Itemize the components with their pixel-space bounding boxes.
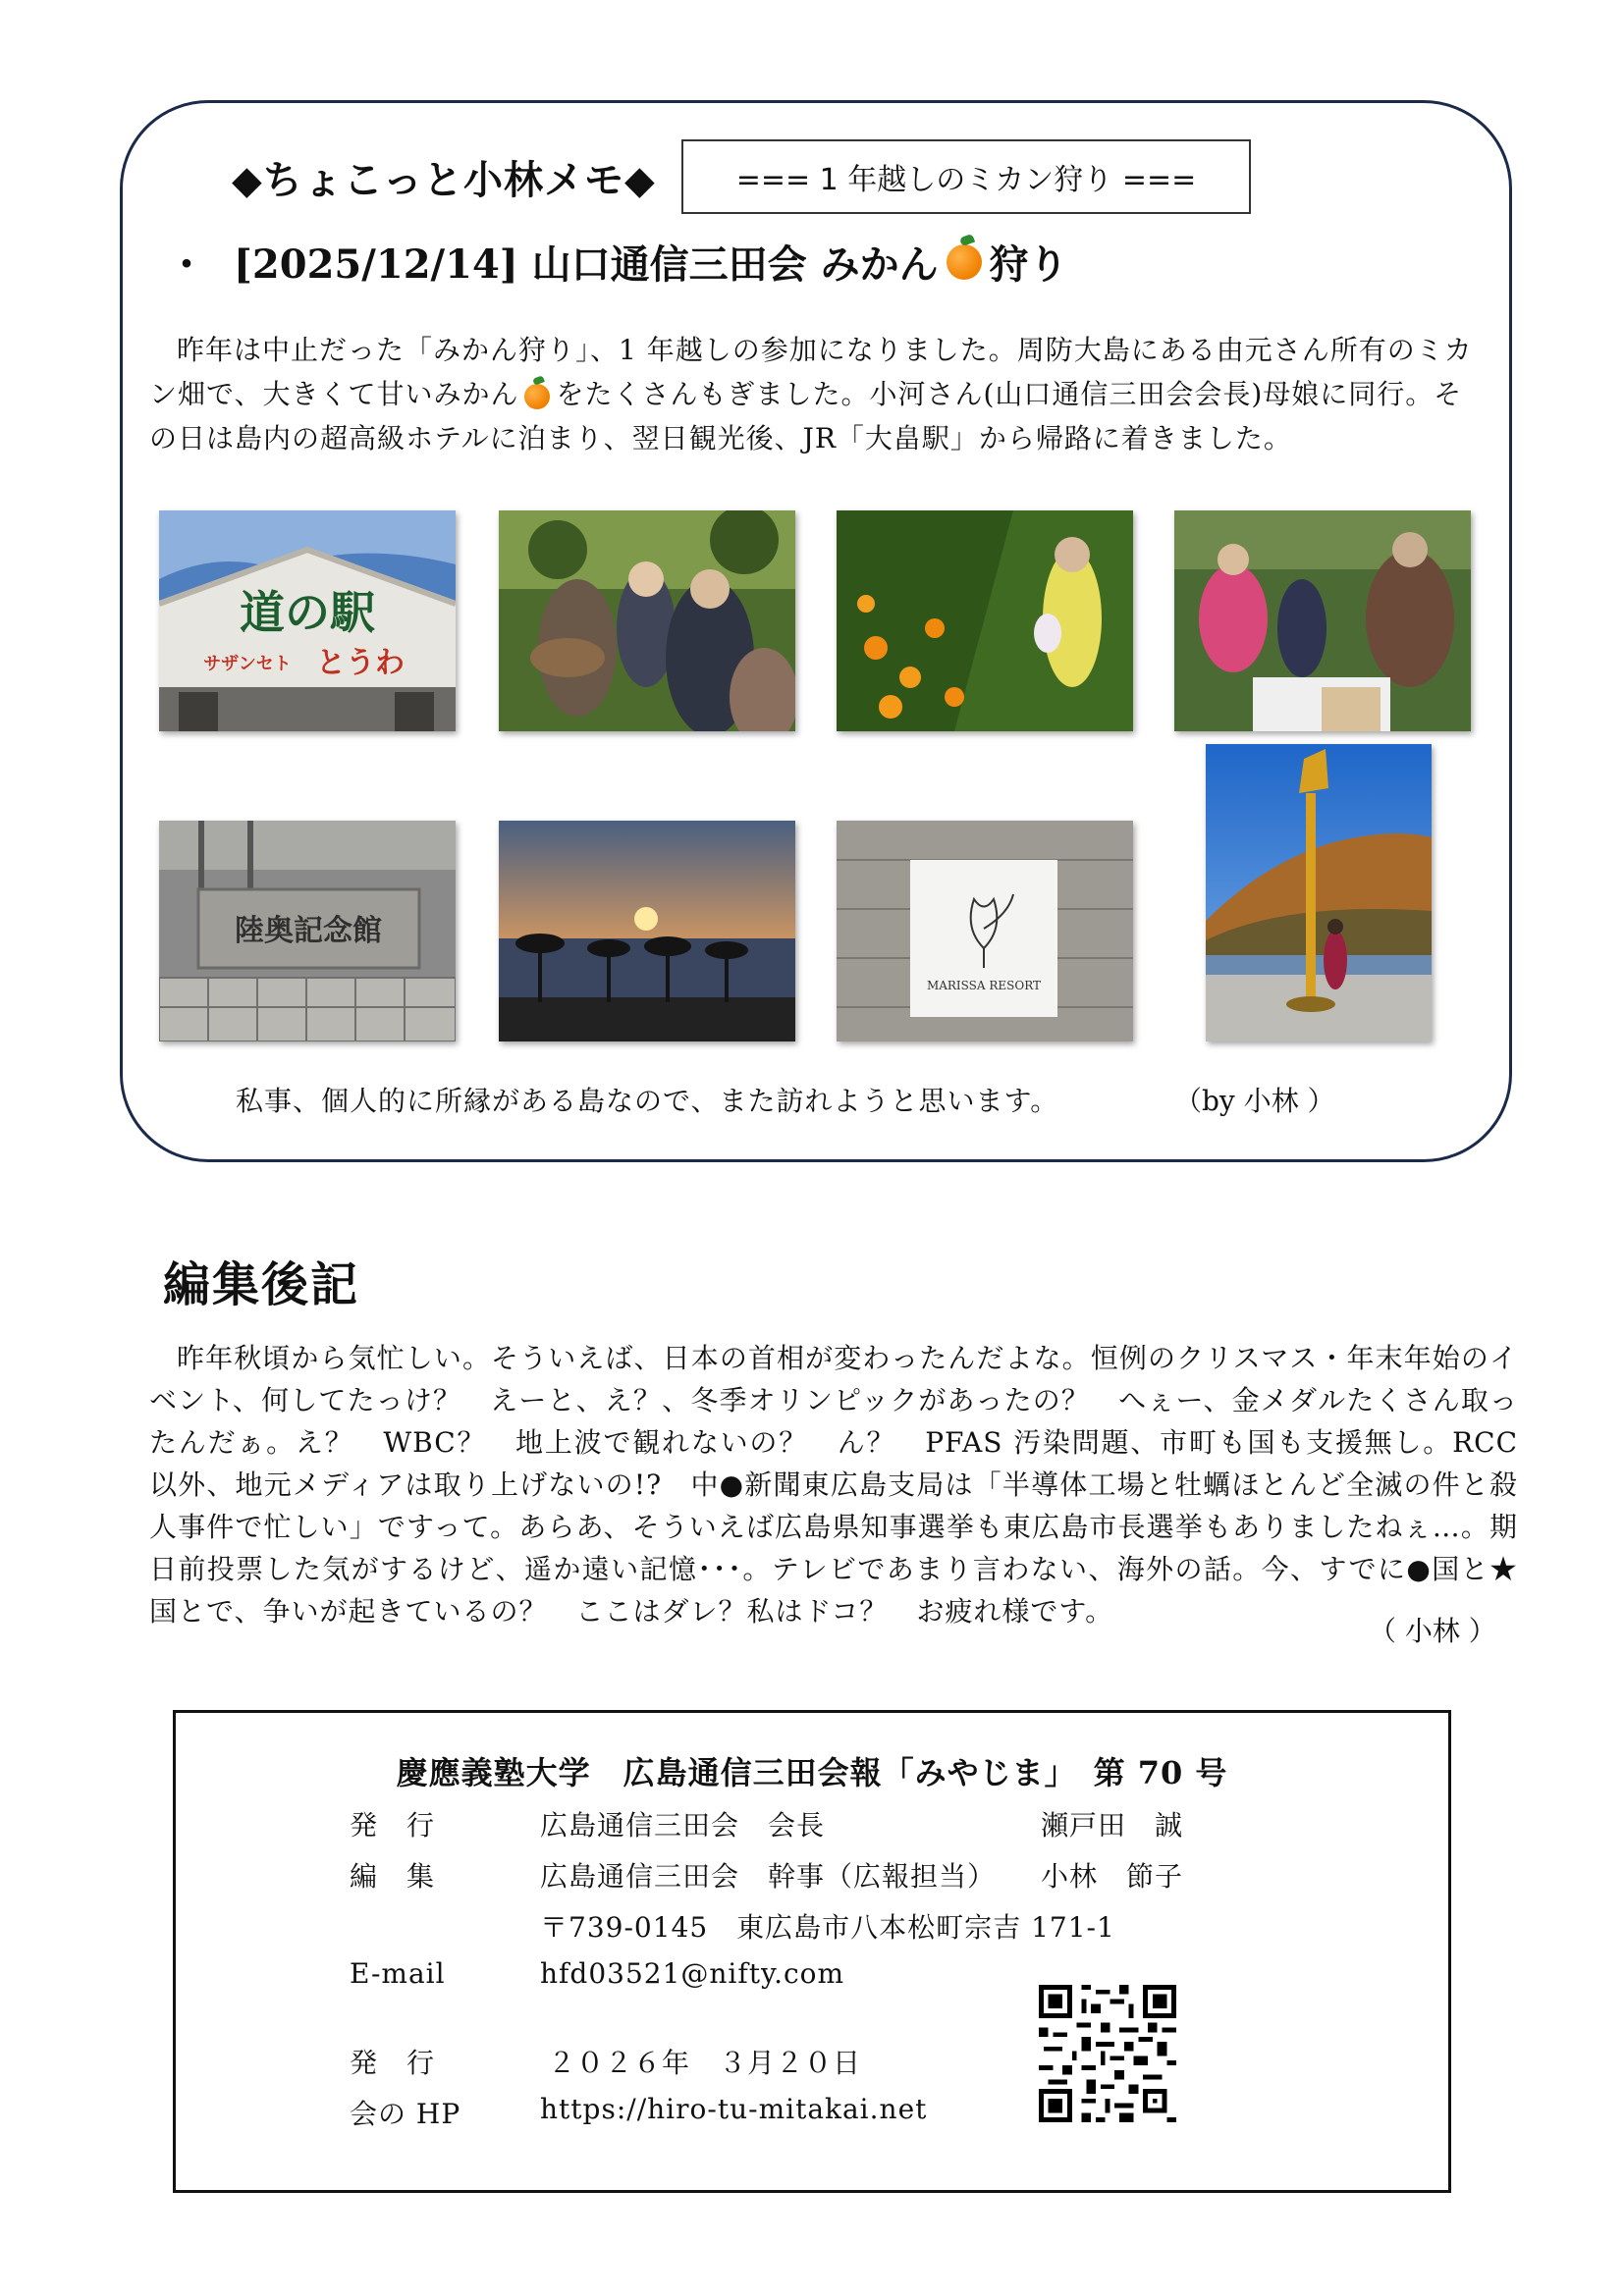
photo-roadside-station <box>159 510 456 731</box>
sign-text-sub: サザンセト <box>203 654 292 674</box>
publisher-name: 瀬戸田 誠 <box>1041 1809 1184 1842</box>
memo-title: ◆ちょこっと小林メモ◆ <box>232 158 656 203</box>
memo-body-part2: をたくさんもぎました。小河さん(山口通信三田会会長)母娘に同行。その日は島内の超高級ホテルに泊まり、翌日観光後、JR「大畠駅」から帰路に着きました。 <box>149 378 1463 454</box>
editor-name: 小林 節子 <box>1041 1860 1184 1893</box>
publisher-label: 発 行 <box>350 1809 436 1842</box>
resort-sign-text: MARISSA RESORT <box>926 979 1042 992</box>
event-heading <box>167 234 1068 290</box>
photo-group-harvest <box>1174 510 1471 731</box>
mandarin-orange-icon <box>947 244 982 280</box>
bullet: ・ <box>167 241 206 288</box>
editor-label: 編 集 <box>350 1860 436 1893</box>
publisher-org: 広島通信三田会 会長 <box>540 1809 826 1842</box>
stone-text: 陸奥記念館 <box>235 914 382 948</box>
homepage-link[interactable]: https://hiro-tu-mitakai.net <box>540 2093 928 2125</box>
photo-sunset-sea <box>499 821 795 1041</box>
issue-date: ２０２６年 ３月２０日 <box>548 2047 862 2079</box>
photo-resort-sign <box>837 821 1133 1041</box>
editor-org: 広島通信三田会 幹事（広報担当） <box>540 1860 997 1893</box>
postscript-body: 昨年秋頃から気忙しい。そういえば、日本の首相が変わったんだよな。恒例のクリスマス・年末年始のイベント、何してたっけ？ えーと、え？、冬季オリンピックがあったの？ へぇー、金メダルたくさん取ったんだぁ。え？ WBC？ 地上波で観れないの？ ん？ PFAS 汚染問題、市町も国も支援無し。RCC 以外、地元メディアは取り上げないの!? 中●新聞東広島支局は「半導体工場と牡蠣ほとんど全滅の件と殺人事件で忙しい」ですって。あらあ、そういえば広島県知事選挙も東広島市長選挙もありましたねぇ…。期日前投票した気がするけど、遥か遠い記憶･･･。テレビであまり言わない、海外の話。今、すでに●国と★国とで、争いが起きているの？ ここはダレ？私はドコ？ お疲れ様です。 <box>149 1342 1518 1628</box>
photo-memorial-stone <box>159 821 456 1041</box>
postscript-title: 編集後記 <box>163 1257 360 1312</box>
mandarin-orange-icon <box>524 384 550 409</box>
email-link[interactable]: hfd03521@nifty.com <box>540 1957 845 1990</box>
memo-closing: 私事、個人的に所縁がある島なので、また訪れようと思います。 <box>236 1085 1059 1117</box>
issue-date-label: 発 行 <box>350 2047 436 2079</box>
postscript-signature: （ 小林 ） <box>1369 1615 1496 1647</box>
memo-subtitle: === 1 年越しのミカン狩り === <box>681 139 1251 214</box>
address: 〒739-0145 東広島市八本松町宗吉 171-1 <box>540 1911 1115 1944</box>
sign-text-name: とうわ <box>316 646 405 680</box>
memo-body-part1: 昨年は中止だった「みかん狩り」、1 年越しの参加になりました。周防大島にある由元さん所有のミカン畑で、大きくて甘いみかん <box>149 334 1473 410</box>
event-heading-text: [2025/12/14] 山口通信三田会 みかん <box>234 241 939 288</box>
memo-body <box>149 328 1485 460</box>
photo-orange-tree <box>837 510 1133 731</box>
email-label: E-mail <box>350 1957 446 1990</box>
memo-author: （by 小林 ） <box>1174 1085 1335 1117</box>
qr-code-icon[interactable] <box>1039 1985 1176 2122</box>
sign-text-main: 道の駅 <box>240 586 375 639</box>
photo-group-in-orchard <box>499 510 795 731</box>
homepage-label: 会の HP <box>350 2098 461 2130</box>
event-heading-suffix: 狩り <box>989 241 1068 288</box>
photo-monument-portrait <box>1206 744 1432 1041</box>
colophon-title: 慶應義塾大学 広島通信三田会報「みやじま」 第 70 号 <box>396 1754 1228 1791</box>
